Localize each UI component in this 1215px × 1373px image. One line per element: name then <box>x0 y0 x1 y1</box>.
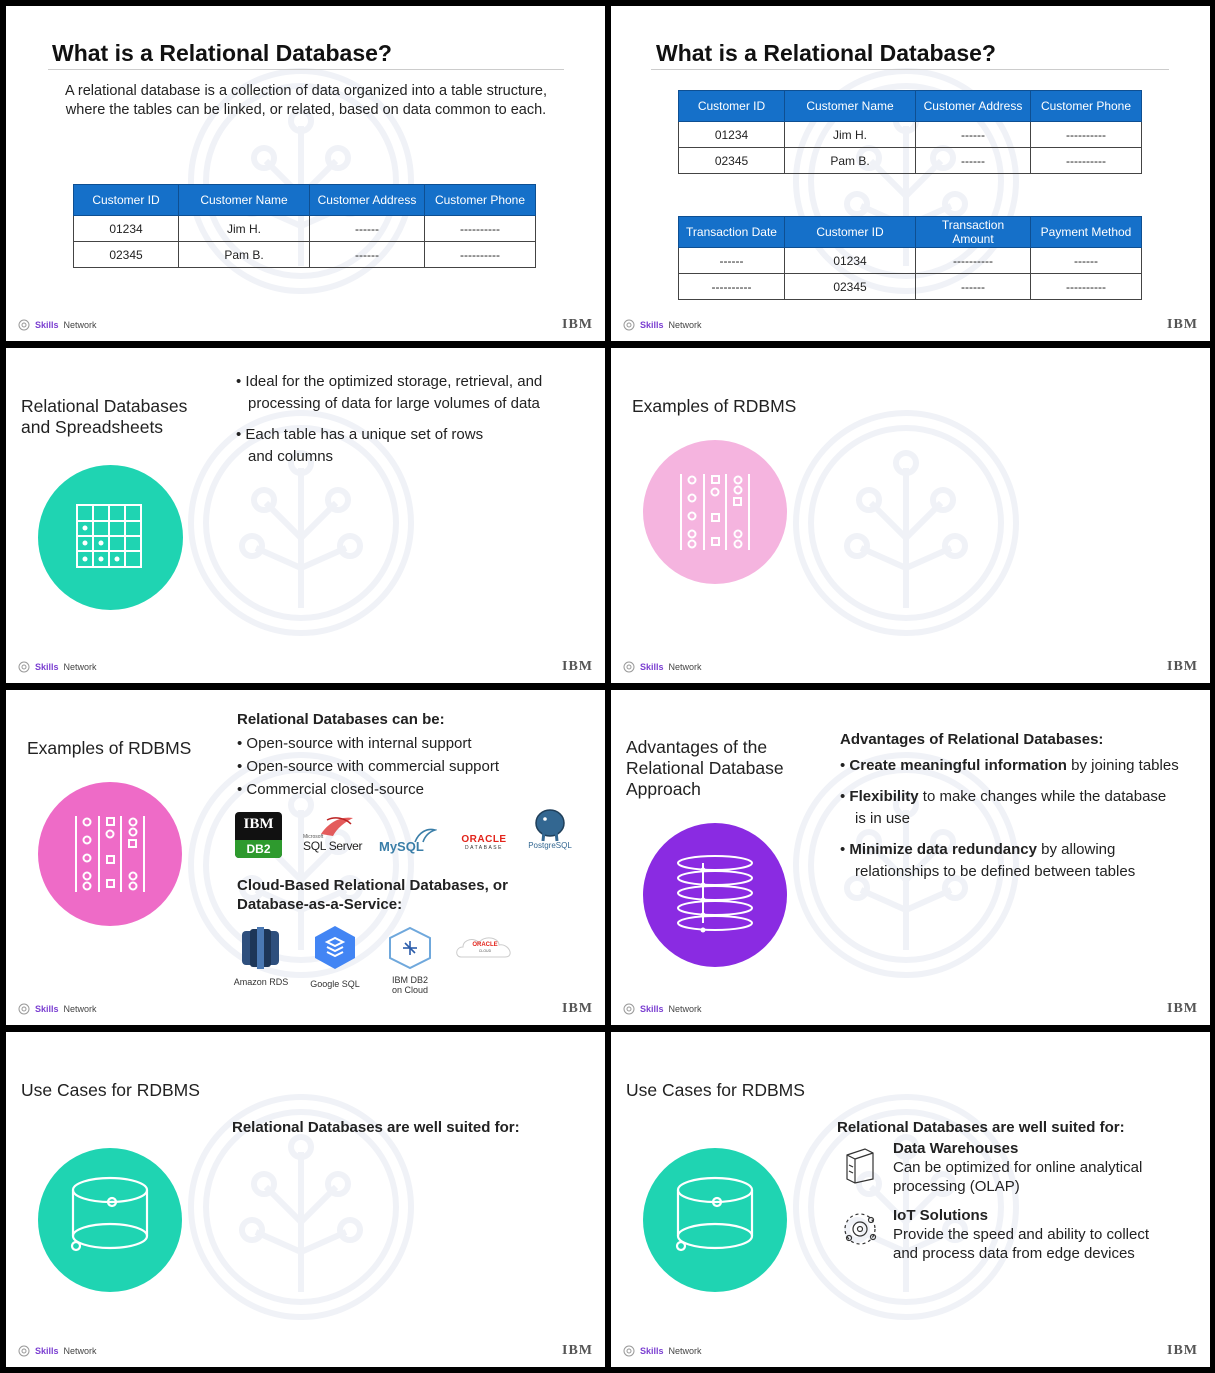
table-cell: Pam B. <box>785 148 916 174</box>
table-cell: ---------- <box>1031 122 1142 148</box>
ibm-logo: IBM <box>562 317 593 332</box>
iot-solutions-title: IoT Solutions <box>893 1207 988 1224</box>
spreadsheet-grid-icon <box>38 465 183 610</box>
slide-7[interactable] <box>6 1032 605 1367</box>
brand-skills: Skills <box>35 1346 59 1356</box>
table-header: Transaction Amount <box>916 217 1031 248</box>
table-row <box>74 216 536 242</box>
brand-network: Network <box>63 1346 97 1356</box>
table-header: Customer Name <box>179 185 310 216</box>
iot-solutions-desc: Provide the speed and ability to collect <box>893 1226 1149 1243</box>
skills-network-icon <box>18 661 30 673</box>
ibm-db2-cloud-caption <box>375 975 445 995</box>
table-cell: ---------- <box>916 248 1031 274</box>
description-line: where the tables can be linked, or related, based on data common to each. <box>65 102 547 118</box>
slide-title: Examples of RDBMS <box>632 396 797 416</box>
skills-network-icon <box>623 319 635 331</box>
table-cell: ------ <box>916 274 1031 300</box>
google-sql-logo <box>311 925 359 970</box>
data-warehouses-desc: processing (OLAP) <box>893 1178 1020 1195</box>
bullet-text: to make changes while the database <box>918 788 1167 805</box>
table-header: Customer Phone <box>425 185 536 216</box>
title-line: Approach <box>626 779 701 799</box>
brand-skills: Skills <box>640 320 664 330</box>
sql-server-logo-text: SQL Server <box>303 839 363 853</box>
rdbms-circle <box>643 440 787 584</box>
title-line: and Spreadsheets <box>21 417 164 437</box>
bullet-meaningful: • Create meaningful information by joining tables <box>840 757 1179 774</box>
bullet-rows-columns: • Each table has a unique set of rows and columns <box>236 424 483 468</box>
table-cell: ---------- <box>425 216 536 242</box>
ibm-db2-logo-ibm: IBM <box>243 816 274 832</box>
skills-network-brand <box>623 319 702 331</box>
mysql-logo-text: MySQL <box>379 839 424 854</box>
table-cell: 02345 <box>679 148 785 174</box>
list-item-text: Open-source with internal support <box>246 735 472 752</box>
database-cylinder-icon <box>643 1148 787 1292</box>
brand-skills: Skills <box>640 1004 664 1014</box>
bullet-storage: • Ideal for the optimized storage, retrieval, and processing of data for large volumes of data <box>236 371 542 415</box>
ibm-logo: IBM <box>1167 659 1198 674</box>
slide-3[interactable] <box>6 348 605 683</box>
oracle-cloud-logo <box>453 931 517 961</box>
ibm-db2-cloud-logo <box>386 926 434 970</box>
table-cell: ------ <box>916 122 1031 148</box>
bullet-bold: Minimize data redundancy <box>849 841 1037 858</box>
cloud-heading-line: Cloud-Based Relational Databases, or <box>237 877 508 894</box>
advantages-circle <box>643 823 787 967</box>
skills-network-brand <box>623 1003 702 1015</box>
customer-table <box>678 90 1142 174</box>
list-item: • Open-source with commercial support <box>237 758 500 775</box>
skills-network-brand <box>18 661 97 673</box>
slide-title <box>21 396 187 438</box>
bullet-flexibility: • Flexibility to make changes while the database is in use <box>840 786 1166 830</box>
table-cell: ------ <box>916 148 1031 174</box>
table-header: Customer Name <box>785 91 916 122</box>
rdbms-circle <box>38 782 182 926</box>
bullet-text: processing of data for large volumes of data <box>248 395 540 412</box>
skills-network-brand <box>623 661 702 673</box>
ibm-logo: IBM <box>562 1343 593 1358</box>
skills-network-icon <box>18 319 30 331</box>
title-line: Relational Databases <box>21 396 188 416</box>
table-cell: Jim H. <box>179 216 310 242</box>
bullet-text: Each table has a unique set of rows <box>245 426 484 443</box>
description-line: A relational database is a collection of data organized into a table structure, <box>64 83 548 99</box>
slide-title: Examples of RDBMS <box>27 738 192 758</box>
google-sql-caption: Google SQL <box>310 979 360 989</box>
data-warehouse-icon <box>843 1145 877 1185</box>
data-warehouses-item <box>893 1139 1142 1196</box>
skills-network-icon <box>623 1345 635 1357</box>
ibm-db2-logo <box>235 812 282 858</box>
ibm-db2-cloud-caption-line: IBM DB2 <box>391 975 428 985</box>
postgresql-logo <box>522 807 578 859</box>
table-cell: 02345 <box>785 274 916 300</box>
title-divider <box>48 69 564 70</box>
use-cases-heading: Relational Databases are well suited for: <box>837 1119 1125 1136</box>
brand-network: Network <box>668 320 702 330</box>
customer-table <box>73 184 536 268</box>
brand-skills: Skills <box>35 320 59 330</box>
postgresql-elephant-icon <box>530 807 570 843</box>
table-header: Customer Address <box>916 91 1031 122</box>
brand-network: Network <box>63 320 97 330</box>
slide-title: Use Cases for RDBMS <box>626 1080 805 1100</box>
skills-network-brand <box>18 1003 97 1015</box>
oracle-logo-subtext: DATABASE <box>465 845 503 851</box>
table-cell: ------ <box>679 248 785 274</box>
list-item: • Commercial closed-source <box>237 781 424 798</box>
brand-skills: Skills <box>640 662 664 672</box>
title-line: Relational Database <box>626 758 784 778</box>
table-header: Customer Phone <box>1031 91 1142 122</box>
slide-title: What is a Relational Database? <box>52 40 392 66</box>
skills-network-icon <box>623 1003 635 1015</box>
table-row <box>74 242 536 268</box>
table-header: Customer ID <box>679 91 785 122</box>
mysql-logo <box>379 826 439 858</box>
watermark-logo-icon <box>791 408 1021 638</box>
ibm-db2-logo-db2: DB2 <box>235 840 282 858</box>
table-cell: Pam B. <box>179 242 310 268</box>
spreadsheet-circle <box>38 465 183 610</box>
bullet-bold: Flexibility <box>849 788 919 805</box>
skills-network-icon <box>623 661 635 673</box>
cloud-heading <box>237 876 508 914</box>
table-header: Customer ID <box>74 185 179 216</box>
bullet-text: and columns <box>248 448 334 465</box>
table-cell: 01234 <box>679 122 785 148</box>
slide-title: What is a Relational Database? <box>656 40 996 66</box>
slide-2[interactable] <box>611 6 1210 341</box>
data-warehouses-desc: Can be optimized for online analytical <box>893 1159 1143 1176</box>
list-item-text: Open-source with commercial support <box>246 758 500 775</box>
ibm-logo: IBM <box>1167 1001 1198 1016</box>
transaction-table <box>678 216 1142 300</box>
amazon-rds-caption: Amazon RDS <box>233 977 289 987</box>
sql-server-logo-vendor: Microsoft <box>303 834 324 840</box>
table-header: Payment Method <box>1031 217 1142 248</box>
title-divider <box>651 69 1169 70</box>
table-row <box>679 148 1142 174</box>
iot-icon <box>841 1210 879 1248</box>
slide-8[interactable] <box>611 1032 1210 1367</box>
bullet-text: Ideal for the optimized storage, retrieval, and <box>245 373 543 390</box>
database-columns-icon <box>38 782 182 926</box>
table-cell: ---------- <box>425 242 536 268</box>
table-cell: ---------- <box>679 274 785 300</box>
table-cell: 01234 <box>74 216 179 242</box>
brand-skills: Skills <box>35 662 59 672</box>
google-sql-icon <box>311 925 359 970</box>
table-header: Customer Address <box>310 185 425 216</box>
ibm-logo: IBM <box>562 659 593 674</box>
table-cell: ------ <box>310 216 425 242</box>
oracle-cloud-text: ORACLE <box>472 942 498 948</box>
iot-solutions-item <box>893 1206 1149 1263</box>
table-header: Customer ID <box>785 217 916 248</box>
slide-1[interactable] <box>6 6 605 341</box>
brand-network: Network <box>668 1346 702 1356</box>
slide-5[interactable] <box>6 690 605 1025</box>
table-cell: ------ <box>310 242 425 268</box>
types-heading: Relational Databases can be: <box>237 711 445 728</box>
use-cases-circle <box>643 1148 787 1292</box>
oracle-database-logo <box>459 834 509 858</box>
brand-network: Network <box>63 1004 97 1014</box>
use-cases-heading: Relational Databases are well suited for: <box>232 1119 520 1136</box>
brand-network: Network <box>668 1004 702 1014</box>
bullet-text: is in use <box>855 810 911 827</box>
bullet-text: by joining tables <box>1066 757 1179 774</box>
table-header: Transaction Date <box>679 217 785 248</box>
skills-network-icon <box>18 1345 30 1357</box>
list-item-text: Commercial closed-source <box>246 781 424 798</box>
table-row <box>679 274 1142 300</box>
table-cell: 02345 <box>74 242 179 268</box>
brand-network: Network <box>63 662 97 672</box>
amazon-rds-logo <box>238 925 283 970</box>
ibm-db2-cloud-icon <box>386 926 434 970</box>
oracle-logo-text: ORACLE <box>461 834 507 845</box>
slide-4[interactable] <box>611 348 1210 683</box>
postgresql-logo-text: PostgreSQL <box>528 841 572 850</box>
database-columns-icon <box>643 440 787 584</box>
database-cylinder-icon <box>38 1148 182 1292</box>
title-line: Advantages of the <box>626 737 768 757</box>
skills-network-brand <box>18 1345 97 1357</box>
skills-network-brand <box>18 319 97 331</box>
table-row <box>679 248 1142 274</box>
brand-skills: Skills <box>35 1004 59 1014</box>
ibm-logo: IBM <box>1167 317 1198 332</box>
skills-network-icon <box>18 1003 30 1015</box>
table-cell: 01234 <box>785 248 916 274</box>
sql-server-logo <box>303 812 365 858</box>
bullet-text: by allowing <box>1036 841 1116 858</box>
ibm-db2-cloud-caption-line: on Cloud <box>391 985 429 995</box>
table-cell: ---------- <box>1031 274 1142 300</box>
database-stack-icon <box>643 823 787 967</box>
oracle-cloud-subtext: CLOUD <box>478 949 492 953</box>
ibm-logo: IBM <box>562 1001 593 1016</box>
table-cell: Jim H. <box>785 122 916 148</box>
bullet-bold: Create meaningful information <box>849 757 1067 774</box>
advantages-heading: Advantages of Relational Databases: <box>840 731 1104 748</box>
table-row <box>679 122 1142 148</box>
brand-network: Network <box>668 662 702 672</box>
slide-6[interactable] <box>611 690 1210 1025</box>
amazon-rds-icon <box>238 925 283 970</box>
cloud-heading-line: Database-as-a-Service: <box>237 896 403 913</box>
slide-description <box>36 82 576 120</box>
slide-title <box>626 737 784 800</box>
use-cases-circle <box>38 1148 182 1292</box>
types-list <box>237 732 499 801</box>
slide-title: Use Cases for RDBMS <box>21 1080 200 1100</box>
data-warehouses-title: Data Warehouses <box>893 1140 1019 1157</box>
bullet-text: relationships to be defined between tables <box>855 863 1136 880</box>
list-item: • Open-source with internal support <box>237 735 472 752</box>
skills-network-brand <box>623 1345 702 1357</box>
ibm-logo: IBM <box>1167 1343 1198 1358</box>
brand-skills: Skills <box>640 1346 664 1356</box>
iot-solutions-desc: and process data from edge devices <box>893 1245 1135 1262</box>
table-cell: ---------- <box>1031 148 1142 174</box>
table-cell: ------ <box>1031 248 1142 274</box>
bullet-redundancy: • Minimize data redundancy by allowing relationships to be defined between tables <box>840 839 1135 883</box>
